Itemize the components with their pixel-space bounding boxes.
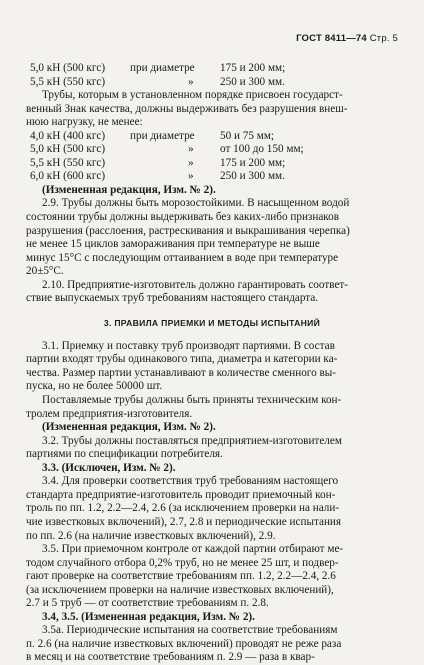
paragraph-line: нюю нагрузку, не менее: (26, 116, 143, 129)
paragraph-line: (за исключением проверки на наличие известковых включений), (26, 583, 334, 596)
revision-note: (Измененная редакция, Изм. № 2). (42, 421, 216, 434)
paragraph-line: партии входят трубы одинакового типа, диаметра и категории ка- (26, 353, 338, 366)
paragraph-line: не менее 15 циклов замораживания при температуре не выше (26, 238, 320, 251)
paragraph-line: Поставляемые трубы должны быть приняты техническим кон- (42, 394, 342, 407)
paragraph-line: 3.5. При приемочном контроле от каждой партии отбирают ме- (42, 543, 344, 556)
paragraph-line: пуска, но не более 50000 шт. (26, 380, 163, 393)
paragraph-line: тодом случайного отбора 0,2% труб, но не менее 25 шт, и подвер- (26, 556, 339, 569)
page-number: Стр. 5 (369, 33, 398, 44)
paragraph-line: тролем предприятия-изготовителя. (26, 407, 193, 420)
paragraph-line: минус 15°C с последующим оттаиванием в воде при температуре (26, 251, 339, 264)
paragraph-line: Трубы, которым в установленном порядке присвоен государст- (42, 89, 343, 102)
page-header (296, 33, 398, 44)
paragraph-line: стандарта предприятие-изготовитель проводит приемочный кон- (26, 488, 336, 501)
paragraph-line: 20±5°C. (26, 265, 64, 278)
paragraph-line: гают проверке на соответствие требованиям пп. 1.2, 2.2—2.4, 2.6 (26, 570, 336, 583)
paragraph-line: чества. Размер партии устанавливают в количестве сменного вы- (26, 366, 337, 379)
paragraph-line: состоянии трубы должны выдерживать без каких-либо признаков (26, 211, 340, 224)
paragraph-line: 3.1. Приемку и поставку труб производят партиями. В состав (42, 339, 335, 352)
load-row: 5,5 кН (550 кгс) » 250 и 300 мм. (30, 75, 285, 88)
paragraph-line: чие известковых включений), 2.7, 2.8 и периодические испытания (26, 515, 342, 528)
paragraph-line: п. 2.6 (на наличие известковых включений) проводят не реже раза (26, 637, 342, 650)
revision-note: (Измененная редакция, Изм. № 2). (42, 183, 216, 196)
excluded-note: 3.3. (Исключен, Изм. № 2). (42, 461, 176, 474)
paragraph-line: 2.10. Предприятие-изготовитель должно гарантировать соответ- (42, 278, 349, 291)
paragraph-line: венный Знак качества, должны выдерживать без разрушения внеш- (26, 102, 348, 115)
standard-number: ГОСТ 8411—74 (296, 33, 367, 44)
load-row: 4,0 кН (400 кгс) при диаметре 50 и 75 мм; (30, 129, 275, 142)
paragraph-line: разрушения (расслоения, растрескивания и выкрашивания черепка) (26, 224, 350, 237)
load-row: 5,5 кН (550 кгс) » 175 и 200 мм; (30, 156, 286, 169)
paragraph-line: 3.2. Трубы должны поставляться предприятием-изготовителем (42, 434, 342, 447)
section-heading: 3. ПРАВИЛА ПРИЕМКИ И МЕТОДЫ ИСПЫТАНИЙ (103, 317, 321, 328)
load-row: 5,0 кН (500 кгс) при диаметре 175 и 200 мм; (30, 62, 286, 74)
revision-note: 3.4, 3.5. (Измененная редакция, Изм. № 2). (42, 610, 255, 623)
paragraph-line: партиями по спецификации потребителя. (26, 448, 223, 461)
paragraph-line: 2.7 и 5 труб — от соответствие требованиям п. 2.8. (26, 597, 269, 610)
paragraph-line: ствие выпускаемых труб требованиям настоящего стандарта. (26, 292, 319, 305)
paragraph-line: 3.5а. Периодические испытания на соответствие требованиям (42, 624, 338, 637)
paragraph-line: 2.9. Трубы должны быть морозостойкими. В насыщенном водой (42, 197, 350, 210)
paragraph-line: по пп. 2.6 (на наличие известковых включений), 2.9. (26, 529, 276, 542)
load-row: 5,0 кН (500 кгс) » от 100 до 150 мм; (30, 143, 304, 156)
paragraph-line: в месяц и на соответствие требованиям п. 2.9 — раза в квар- (26, 651, 315, 664)
paragraph-line: 3.4. Для проверки соответствия труб требованиям настоящего (42, 475, 339, 488)
load-row: 6,0 кН (600 кгс) » 250 и 300 мм. (30, 170, 285, 183)
document-body (26, 62, 398, 665)
paragraph-line: троль по пп. 1.2, 2.2—2.4, 2.6 (за исключением проверки на нали- (26, 502, 340, 515)
